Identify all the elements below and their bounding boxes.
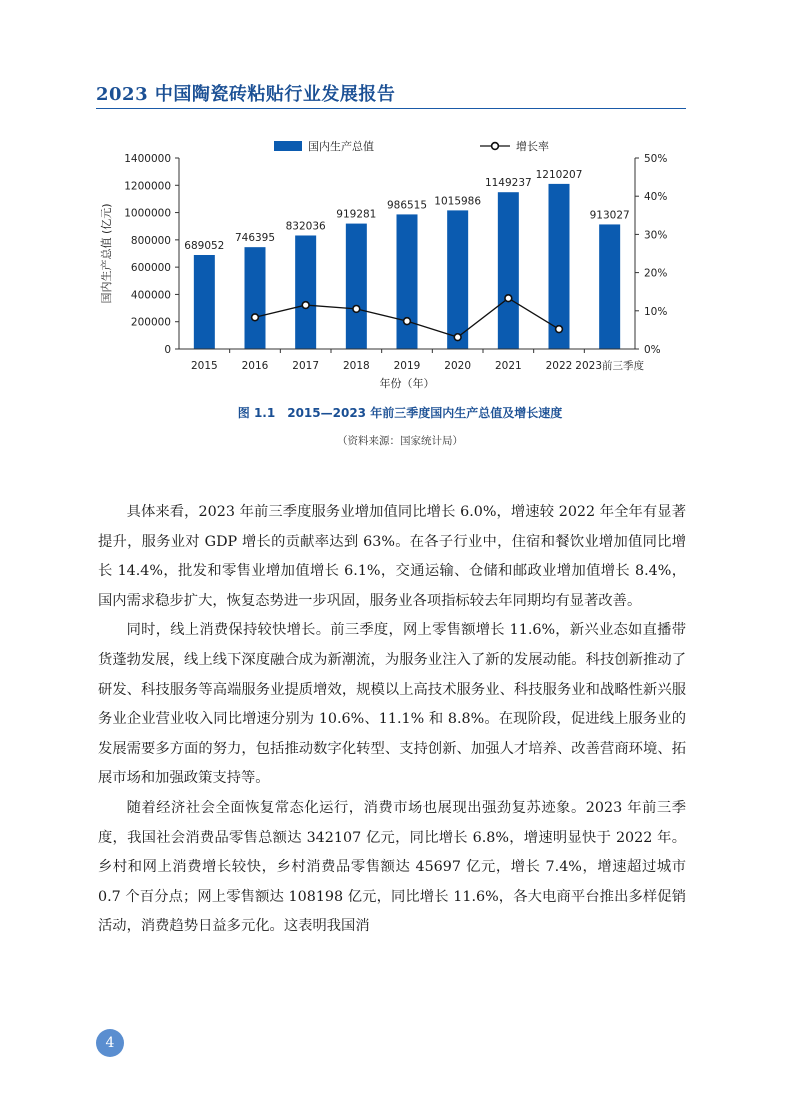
growth-rate-point bbox=[252, 314, 259, 321]
bar-value-label: 1015986 bbox=[434, 195, 482, 208]
paragraph: 具体来看，2023 年前三季度服务业增加值同比增长 6.0%，增速较 2022 年全年有显著提升，服务业对 GDP 增长的贡献率达到 63%。在各子行业中，住宿和餐饮业增加值同比增长 14.4%，批发和零售业增加值增长 6.1%，交通运输、仓储和邮政业增加值增长 8.4%，国内需求稳步扩大，恢复态势进一步巩固，服务业各项指标较去年同期均有显著改善。 bbox=[98, 504, 686, 609]
y-tick-label: 1000000 bbox=[124, 207, 171, 220]
legend-label-gdp: 国内生产总值 bbox=[308, 140, 374, 153]
y2-tick-label: 20% bbox=[644, 267, 668, 280]
bar-value-label: 1149237 bbox=[484, 177, 532, 190]
y-tick-label: 1400000 bbox=[124, 153, 171, 165]
y-tick-label: 200000 bbox=[130, 316, 171, 329]
bar-value-label: 1210207 bbox=[535, 168, 583, 181]
y-tick-label: 1200000 bbox=[124, 180, 171, 193]
y-axis-title: 国内生产总值 (亿元) bbox=[100, 203, 113, 304]
bar-value-label: 832036 bbox=[285, 220, 326, 233]
growth-rate-point bbox=[302, 302, 309, 309]
y-tick-label: 800000 bbox=[130, 234, 171, 247]
growth-rate-point bbox=[454, 334, 461, 341]
bar-value-label: 986515 bbox=[386, 199, 428, 212]
y-tick-label: 0 bbox=[164, 344, 171, 356]
figure-caption: 图 1.1 2015—2023 年前三季度国内生产总值及增长速度 bbox=[237, 406, 563, 420]
legend-label-growth: 增长率 bbox=[516, 140, 549, 153]
gdp-bar bbox=[447, 210, 468, 349]
bar-value-label: 919281 bbox=[336, 208, 377, 221]
x-axis-title: 年份（年） bbox=[379, 377, 435, 390]
bar-value-label: 746395 bbox=[234, 232, 276, 245]
growth-rate-point bbox=[556, 326, 563, 333]
figure-source: （资料来源：国家统计局） bbox=[337, 435, 463, 447]
y2-tick-label: 0% bbox=[644, 344, 661, 356]
x-tick-label: 2017 bbox=[292, 360, 320, 372]
legend-swatch-bar bbox=[274, 141, 302, 151]
paragraph: 同时，线上消费保持较快增长。前三季度，网上零售额增长 11.6%，新兴业态如直播带货蓬勃发展，线上线下深度融合成为新潮流，为服务业注入了新的发展动能。科技创新推动了研发、科技服务等高端服务业提质增效，规模以上高技术服务业、科技服务业和战略性新兴服务业企业营业收入同比增速分别为 10.6%、11.1% 和 8.8%。在现阶段，促进线上服务业的发展需要多方面的努力，包括推动数字化转型、支持创新、加强人才培养、改善营商环境、拓展市场和加强政策支持等。 bbox=[98, 622, 686, 787]
running-header-title: 2023 中国陶瓷砖粘贴行业发展报告 bbox=[96, 84, 396, 105]
x-tick-label: 2019 bbox=[393, 360, 421, 372]
y2-tick-label: 50% bbox=[644, 153, 668, 165]
x-tick-label: 2022 bbox=[545, 360, 573, 372]
legend-swatch-marker bbox=[492, 143, 499, 150]
chart-legend bbox=[274, 139, 549, 153]
y2-tick-label: 30% bbox=[644, 229, 668, 242]
gdp-bar bbox=[295, 235, 316, 349]
page-number-badge: 4 bbox=[96, 1029, 124, 1057]
gdp-growth-chart bbox=[96, 130, 686, 392]
x-tick-label: 2018 bbox=[342, 360, 370, 372]
bar-value-label: 913027 bbox=[589, 209, 630, 222]
x-tick-label: 2015 bbox=[190, 360, 218, 372]
body-text bbox=[98, 498, 686, 942]
gdp-bar bbox=[194, 255, 215, 349]
gdp-bar bbox=[245, 247, 266, 349]
growth-rate-point bbox=[404, 318, 411, 325]
gdp-bar bbox=[498, 192, 519, 349]
paragraph: 随着经济社会全面恢复常态化运行，消费市场也展现出强劲复苏迹象。2023 年前三季度，我国社会消费品零售总额达 342107 亿元，同比增长 6.8%，增速明显快于 2022 年。乡村和网上消费增长较快，乡村消费品零售额达 45697 亿元，增长 7.4%，增速超过城市 0.7 个百分点；网上零售额达 108198 亿元，同比增长 11.6%，各大电商平台推出多样促销活动，消费趋势日益多元化。这表明我国消 bbox=[98, 799, 686, 935]
growth-rate-point bbox=[353, 305, 360, 312]
gdp-bar bbox=[599, 224, 620, 349]
growth-rate-point bbox=[505, 295, 512, 302]
x-tick-label: 2021 bbox=[494, 360, 522, 372]
y2-tick-label: 40% bbox=[644, 191, 668, 204]
bar-value-label: 689052 bbox=[184, 239, 225, 252]
y2-tick-label: 10% bbox=[644, 305, 668, 318]
x-tick-label: 2016 bbox=[241, 360, 269, 372]
y-tick-label: 400000 bbox=[130, 289, 171, 302]
x-tick-label: 2020 bbox=[444, 360, 472, 372]
gdp-bar bbox=[397, 214, 418, 349]
header-divider bbox=[96, 108, 686, 109]
gdp-bar bbox=[346, 224, 367, 349]
chart-axes bbox=[99, 153, 667, 390]
x-tick-label: 2023前三季度 bbox=[575, 360, 645, 372]
y-tick-label: 600000 bbox=[130, 262, 171, 275]
